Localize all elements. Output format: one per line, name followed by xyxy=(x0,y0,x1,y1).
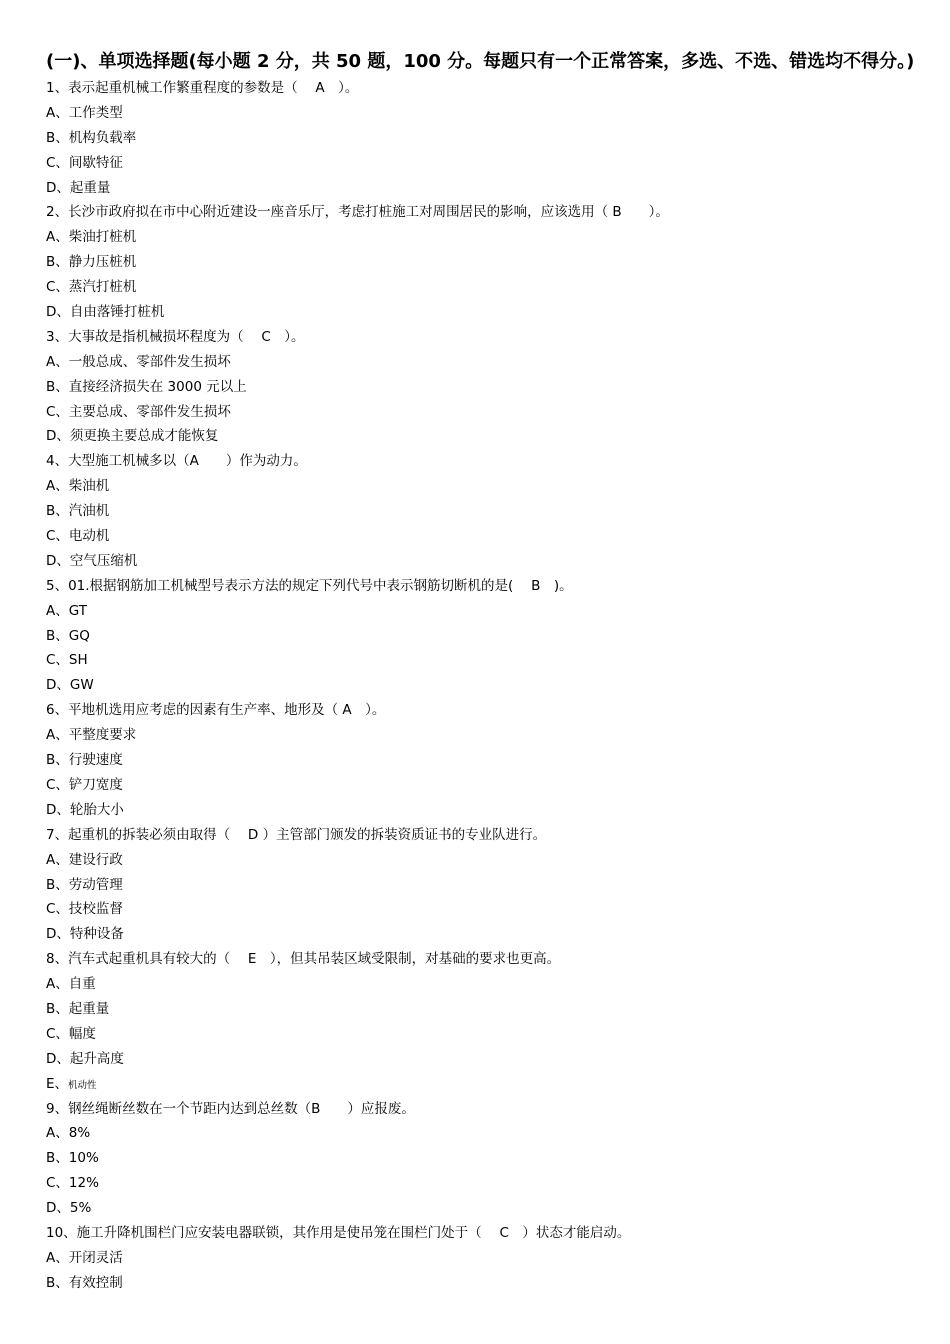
answer-option: A、GT xyxy=(46,602,87,619)
answer-option: B、汽油机 xyxy=(46,503,110,520)
answer-option: D、GW xyxy=(46,677,94,694)
document-page xyxy=(46,48,926,1296)
answer-option: A、柴油机 xyxy=(46,478,110,495)
question-stem: 1、表示起重机械工作繁重程度的参数是（ A ）。 xyxy=(46,80,359,96)
answer-option: A、柴油打桩机 xyxy=(46,229,137,246)
answer-option: A、8% xyxy=(46,1125,91,1142)
answer-option: D、5% xyxy=(46,1200,92,1217)
question-stem: 5、01.根据钢筋加工机械型号表示方法的规定下列代号中表示钢筋切断机的是( B )。 xyxy=(46,577,573,594)
answer-option: A、自重 xyxy=(46,976,96,993)
question-stem: 6、平地机选用应考虑的因素有生产率、地形及（ A ）。 xyxy=(46,702,386,719)
question-stem: 3、大事故是指机械损坏程度为（ C ）。 xyxy=(46,328,305,345)
answer-option: B、有效控制 xyxy=(46,1274,123,1291)
answer-option: A、开闭灵活 xyxy=(46,1249,123,1266)
answer-option: A、平整度要求 xyxy=(46,727,137,744)
question-list xyxy=(46,76,926,1296)
option-letter: E、 xyxy=(46,1075,69,1092)
question-stem: 8、汽车式起重机具有较大的（ E ），但其吊装区域受限制，对基础的要求也更高。 xyxy=(46,951,561,968)
answer-option: C、技校监督 xyxy=(46,901,123,918)
answer-option: D、特种设备 xyxy=(46,926,124,943)
answer-option: B、直接经济损失在 3000 元以上 xyxy=(46,378,247,395)
answer-option: C、电动机 xyxy=(46,528,110,545)
answer-option xyxy=(46,1072,926,1097)
question-stem: 2、长沙市政府拟在市中心附近建设一座音乐厅，考虑打桩施工对周围居民的影响，应该选用（ B ）。 xyxy=(46,204,669,221)
answer-option: C、蒸汽打桩机 xyxy=(46,279,137,296)
answer-option: A、一般总成、零部件发生损坏 xyxy=(46,353,231,370)
answer-option: B、劳动管理 xyxy=(46,876,123,893)
answer-option: C、12% xyxy=(46,1175,99,1192)
answer-option: D、起重量 xyxy=(46,179,111,196)
answer-option: C、SH xyxy=(46,652,88,669)
answer-option: D、须更换主要总成才能恢复 xyxy=(46,428,219,445)
answer-option: C、主要总成、零部件发生损坏 xyxy=(46,403,231,420)
answer-option: B、行驶速度 xyxy=(46,752,123,769)
question-stem: 9、钢丝绳断丝数在一个节距内达到总丝数（B ）应报废。 xyxy=(46,1100,415,1117)
section-heading: (一)、单项选择题(每小题 2 分，共 50 题，100 分。每题只有一个正常答案，多选、不选、错选均不得分。) xyxy=(46,51,915,72)
option-text: 机动性 xyxy=(68,1079,97,1091)
answer-option: D、空气压缩机 xyxy=(46,552,138,569)
answer-option: A、建设行政 xyxy=(46,851,123,868)
answer-option: C、幅度 xyxy=(46,1025,96,1042)
answer-option: B、GQ xyxy=(46,627,90,644)
answer-option: B、10% xyxy=(46,1150,99,1167)
answer-option: B、起重量 xyxy=(46,1000,110,1017)
answer-option: C、铲刀宽度 xyxy=(46,776,123,793)
question-stem: 4、大型施工机械多以（A ）作为动力。 xyxy=(46,453,307,470)
question-stem: 10、施工升降机围栏门应安装电器联锁，其作用是使吊笼在围栏门处于（ C ）状态才能启动。 xyxy=(46,1224,631,1241)
answer-option: A、工作类型 xyxy=(46,104,123,121)
answer-option: D、轮胎大小 xyxy=(46,801,124,818)
answer-option: D、起升高度 xyxy=(46,1050,124,1067)
answer-option: B、机构负载率 xyxy=(46,129,137,146)
answer-option: D、自由落锤打桩机 xyxy=(46,304,165,321)
answer-option: C、间歇特征 xyxy=(46,154,123,171)
question-stem: 7、起重机的拆装必须由取得（ D ）主管部门颁发的拆装资质证书的专业队进行。 xyxy=(46,826,547,843)
answer-option: B、静力压桩机 xyxy=(46,254,137,271)
